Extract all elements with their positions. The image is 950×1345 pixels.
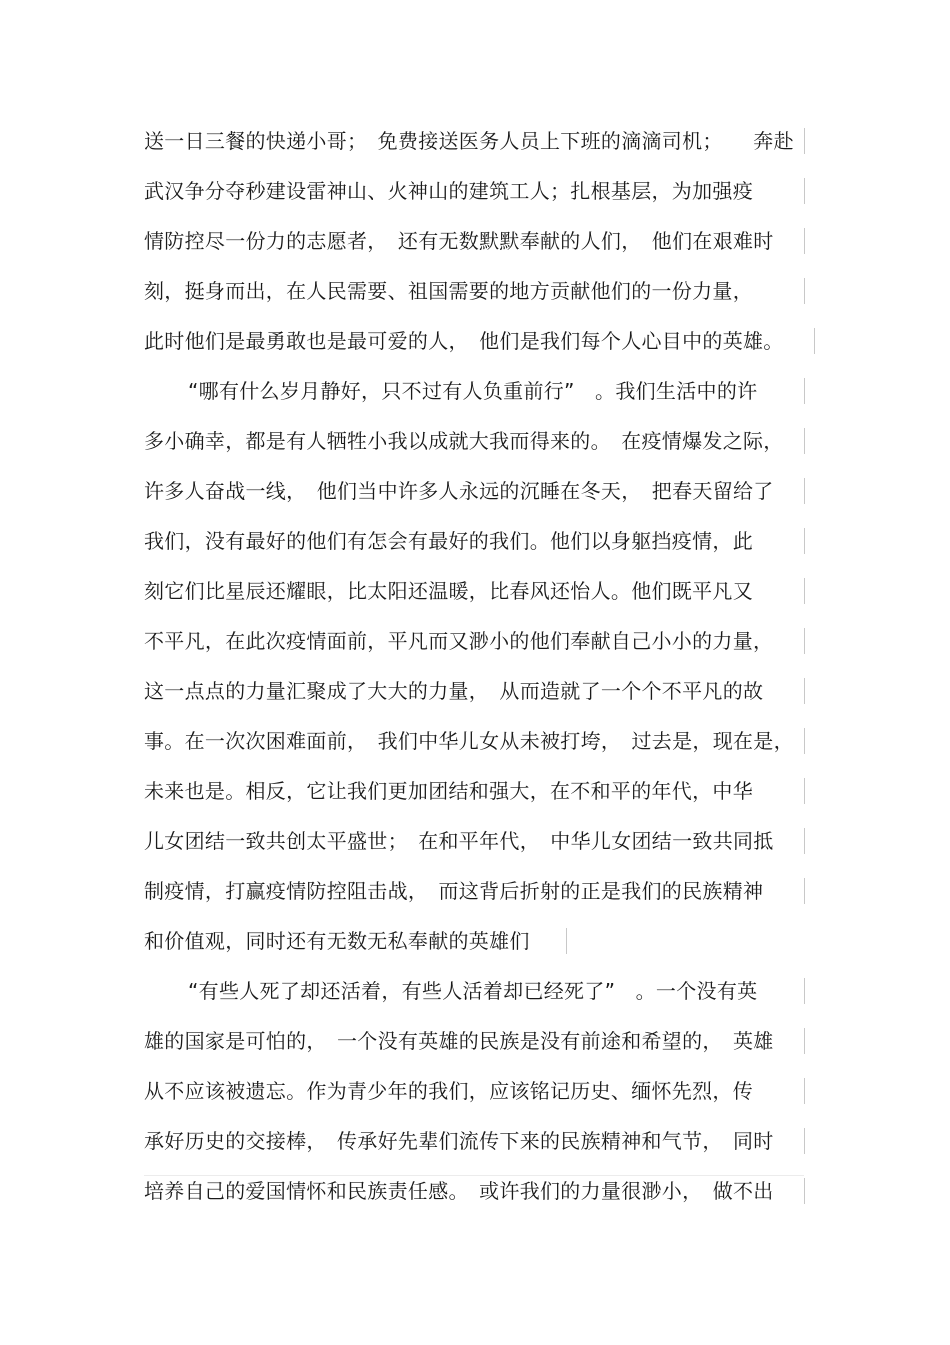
border-artifact bbox=[804, 828, 805, 854]
border-artifact bbox=[804, 478, 805, 504]
text-line: 我们，没有最好的他们有怎会有最好的我们。他们以身躯挡疫情，此 bbox=[144, 529, 753, 553]
border-artifact bbox=[804, 278, 805, 304]
paragraph-start-line: “有些人死了却还活着，有些人活着却已经死了” 。一个没有英 bbox=[188, 979, 758, 1003]
text-line: 制疫情，打赢疫情防控阻击战， 而这背后折射的正是我们的民族精神 bbox=[144, 879, 764, 903]
text-line: 此时他们是最勇敢也是最可爱的人， 他们是我们每个人心目中的英雄。 bbox=[144, 329, 784, 353]
text-line: 儿女团结一致共创太平盛世； 在和平年代， 中华儿女团结一致共同抵 bbox=[144, 829, 774, 853]
border-artifact bbox=[804, 1078, 805, 1104]
text-line: 未来也是。相反，它让我们更加团结和强大，在不和平的年代，中华 bbox=[144, 779, 753, 803]
border-artifact bbox=[804, 878, 805, 904]
border-artifact bbox=[804, 1128, 805, 1154]
border-artifact bbox=[804, 1178, 805, 1204]
border-artifact bbox=[804, 578, 805, 604]
text-line: 刻，挺身而出，在人民需要、祖国需要的地方贡献他们的一份力量， bbox=[144, 279, 753, 303]
border-artifact bbox=[804, 778, 805, 804]
text-line: 从不应该被遗忘。作为青少年的我们，应该铭记历史、缅怀先烈，传 bbox=[144, 1079, 753, 1103]
text-line: 武汉争分夺秒建设雷神山、火神山的建筑工人；扎根基层，为加强疫 bbox=[144, 179, 753, 203]
border-artifact bbox=[804, 178, 805, 204]
text-line: 不平凡，在此次疫情面前，平凡而又渺小的他们奉献自己小小的力量， bbox=[144, 629, 774, 653]
border-artifact bbox=[804, 678, 805, 704]
text-line: 刻它们比星辰还耀眼，比太阳还温暖，比春风还怡人。他们既平凡又 bbox=[144, 579, 753, 603]
text-line: 情防控尽一份力的志愿者， 还有无数默默奉献的人们， 他们在艰难时 bbox=[144, 229, 774, 253]
text-line: 许多人奋战一线， 他们当中许多人永远的沉睡在冬天， 把春天留给了 bbox=[144, 479, 774, 503]
border-artifact bbox=[804, 978, 805, 1004]
border-artifact bbox=[804, 128, 805, 154]
border-artifact bbox=[804, 1028, 805, 1054]
border-artifact bbox=[566, 928, 567, 954]
border-artifact bbox=[804, 228, 805, 254]
border-artifact bbox=[804, 378, 805, 404]
border-artifact bbox=[814, 328, 815, 354]
text-line: 送一日三餐的快递小哥； 免费接送医务人员上下班的滴滴司机； 奔赴 bbox=[144, 129, 794, 153]
paragraph-start-line: “哪有什么岁月静好，只不过有人负重前行” 。我们生活中的许 bbox=[188, 379, 758, 403]
text-line: 和价值观，同时还有无数无私奉献的英雄们 bbox=[144, 929, 530, 953]
border-artifact bbox=[804, 428, 805, 454]
text-line: 承好历史的交接棒， 传承好先辈们流传下来的民族精神和气节， 同时 bbox=[144, 1129, 774, 1153]
text-line: 雄的国家是可怕的， 一个没有英雄的民族是没有前途和希望的， 英雄 bbox=[144, 1029, 774, 1053]
border-artifact bbox=[804, 728, 805, 754]
text-line: 多小确幸，都是有人牺牲小我以成就大我而得来的。 在疫情爆发之际， bbox=[144, 429, 784, 453]
text-line: 事。在一次次困难面前， 我们中华儿女从未被打垮， 过去是，现在是， bbox=[144, 729, 794, 753]
text-line: 这一点点的力量汇聚成了大大的力量， 从而造就了一个个不平凡的故 bbox=[144, 679, 764, 703]
border-artifact bbox=[804, 628, 805, 654]
border-artifact bbox=[144, 1175, 804, 1176]
text-line: 培养自己的爱国情怀和民族责任感。 或许我们的力量很渺小， 做不出 bbox=[144, 1179, 774, 1203]
border-artifact bbox=[804, 528, 805, 554]
